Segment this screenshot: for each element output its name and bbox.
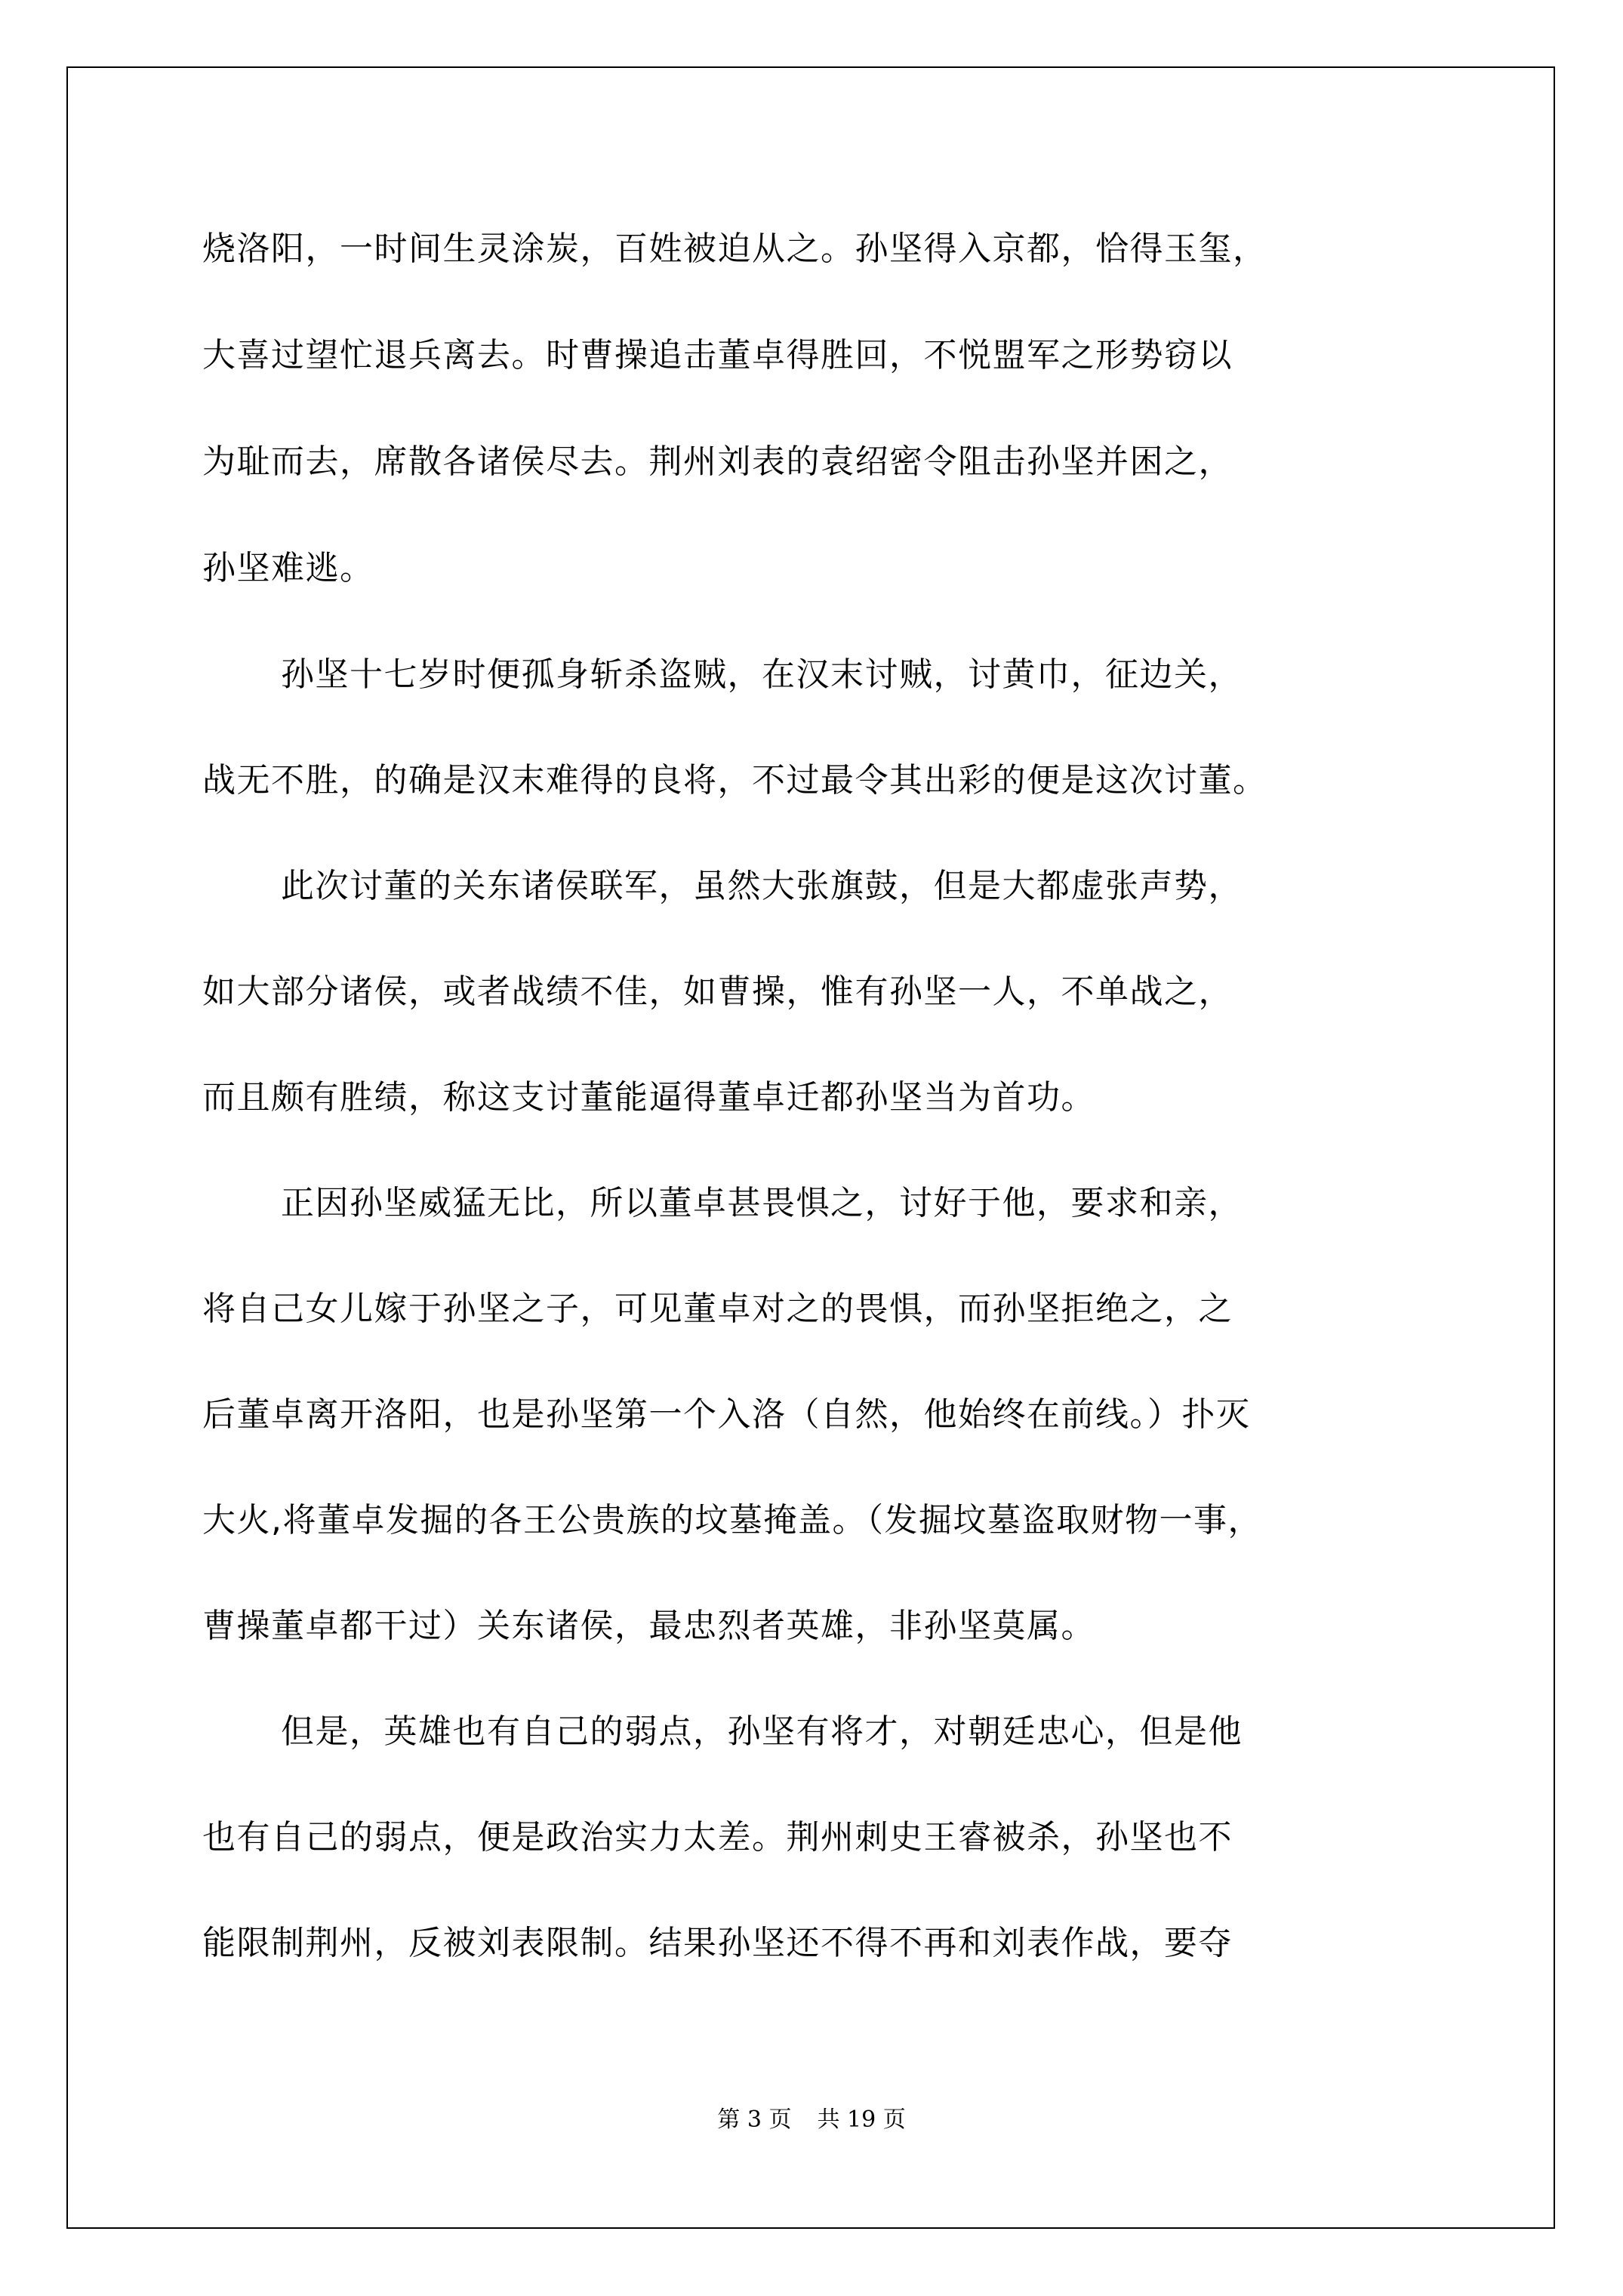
text-line-9: 而且颇有胜绩，称这支讨董能逼得董卓迁都孙坚当为首功。: [202, 1078, 1095, 1117]
text-line-8: 如大部分诸侯，或者战绩不佳，如曹操，惟有孙坚一人，不单战之，: [202, 972, 1233, 1011]
text-line-1: 烧洛阳，一时间生灵涂炭，百姓被迫从之。孙坚得入京都，恰得玉玺，: [202, 230, 1267, 268]
text-line-4: 孙坚难逃。: [202, 549, 374, 587]
text-line-15: 但是，英雄也有自己的弱点，孙坚有将才，对朝廷忠心，但是他: [281, 1712, 1243, 1751]
text-line-5: 孙坚十七岁时便孤身斩杀盗贼，在汉末讨贼，讨黄巾，征边关，: [281, 655, 1243, 694]
page-number: 第 3 页: [717, 2106, 792, 2133]
text-line-13: 大火,将董卓发掘的各王公贵族的坟墓掩盖。（发掘坟墓盗取财物一事，: [202, 1501, 1262, 1539]
page-footer: [0, 2105, 1623, 2135]
text-line-12: 后董卓离开洛阳，也是孙坚第一个入洛（自然，他始终在前线。）扑灭: [202, 1395, 1251, 1434]
text-line-2: 大喜过望忙退兵离去。时曹操追击董卓得胜回，不悦盟军之形势窃以: [202, 336, 1233, 374]
text-line-6: 战无不胜，的确是汉末难得的良将，不过最令其出彩的便是这次讨董。: [202, 761, 1267, 800]
text-line-11: 将自己女儿嫁于孙坚之子，可见董卓对之的畏惧，而孙坚拒绝之，之: [202, 1290, 1233, 1328]
text-line-16: 也有自己的弱点，便是政治实力太差。荆州刺史王睿被杀，孙坚也不: [202, 1818, 1233, 1857]
page-total: 共 19 页: [817, 2106, 906, 2133]
text-line-14: 曹操董卓都干过）关东诸侯，最忠烈者英雄，非孙坚莫属。: [202, 1607, 1095, 1645]
text-line-3: 为耻而去，席散各诸侯尽去。荆州刘表的袁绍密令阻击孙坚并困之，: [202, 442, 1233, 481]
text-line-17: 能限制荆州，反被刘表限制。结果孙坚还不得不再和刘表作战，要夺: [202, 1924, 1233, 1962]
text-line-7: 此次讨董的关东诸侯联军，虽然大张旗鼓，但是大都虚张声势，: [281, 867, 1243, 905]
text-line-10: 正因孙坚威猛无比，所以董卓甚畏惧之，讨好于他，要求和亲，: [281, 1184, 1243, 1222]
